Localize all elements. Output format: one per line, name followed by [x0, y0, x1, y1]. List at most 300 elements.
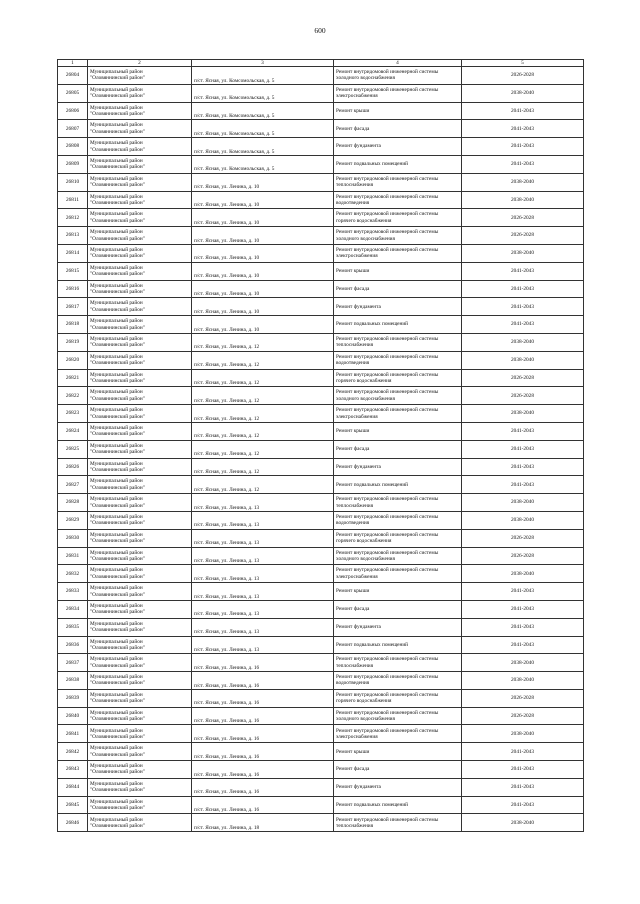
address-cell: п/ст. Ясная, ул. Ленина, д. 13 [192, 511, 334, 529]
row-number: 26822 [58, 387, 88, 405]
table-row [58, 618, 584, 636]
work-type-cell [334, 565, 462, 583]
work-type-line: водоотведения [336, 360, 370, 367]
period-cell: 2026-2028 [462, 67, 584, 85]
row-number: 26826 [58, 458, 88, 476]
table-row [58, 298, 584, 316]
work-type-line: Ремонт крыши [336, 588, 370, 595]
work-type-cell [334, 476, 462, 494]
row-number: 26837 [58, 654, 88, 672]
address-cell: п/ст. Ясная, ул. Ленина, д. 10 [192, 244, 334, 262]
row-number: 26832 [58, 565, 88, 583]
column-header: 5 [462, 60, 584, 67]
period-cell: 2041-2043 [462, 636, 584, 654]
work-type-cell [334, 672, 462, 690]
table-body [58, 67, 584, 832]
municipality-line: "Оловяннинский район" [90, 502, 145, 509]
municipality-cell [88, 565, 192, 583]
work-type-cell [334, 369, 462, 387]
work-type-line: Ремонт внутридомовой инженерной системы [336, 336, 439, 343]
address-cell: п/ст. Ясная, ул. Ленина, д. 12 [192, 351, 334, 369]
period-cell: 2038-2040 [462, 565, 584, 583]
work-type-line: горячего водоснабжения [336, 377, 392, 384]
work-type-line: холодного водоснабжения [336, 395, 395, 402]
municipality-line: Муниципальный район [90, 478, 143, 485]
period-cell: 2041-2043 [462, 422, 584, 440]
period-cell: 2026-2028 [462, 547, 584, 565]
municipality-line: "Оловяннинский район" [90, 805, 145, 812]
municipality-line: Муниципальный район [90, 567, 143, 574]
address-cell: п/ст. Ясная, ул. Ленина, д. 16 [192, 796, 334, 814]
work-type-cell [334, 262, 462, 280]
work-type-cell [334, 440, 462, 458]
table-row [58, 689, 584, 707]
municipality-line: Муниципальный район [90, 193, 143, 200]
work-type-line: холодного водоснабжения [336, 555, 395, 562]
municipality-line: "Оловяннинский район" [90, 413, 145, 420]
municipality-line: Муниципальный район [90, 603, 143, 609]
period-cell: 2038-2040 [462, 351, 584, 369]
municipality-line: "Оловяннинский район" [90, 822, 145, 829]
table-row [58, 333, 584, 351]
address-cell: п/ст. Ясная, ул. Ленина, д. 16 [192, 689, 334, 707]
work-type-line: Ремонт внутридомовой инженерной системы [336, 69, 439, 76]
row-number: 26805 [58, 84, 88, 102]
work-type-line: Ремонт фасада [336, 766, 370, 773]
period-cell: 2038-2040 [462, 654, 584, 672]
work-type-cell [334, 422, 462, 440]
row-number: 26812 [58, 209, 88, 227]
row-number: 26806 [58, 102, 88, 120]
row-number: 26831 [58, 547, 88, 565]
municipality-line: "Оловяннинский район" [90, 360, 145, 367]
period-cell: 2041-2043 [462, 600, 584, 618]
table-row [58, 440, 584, 458]
work-type-cell [334, 743, 462, 761]
row-number: 26827 [58, 476, 88, 494]
work-type-line: Ремонт внутридомовой инженерной системы [336, 709, 439, 716]
municipality-line: "Оловяннинский район" [90, 217, 145, 224]
municipality-line: "Оловяннинский район" [90, 199, 145, 206]
municipality-cell [88, 583, 192, 601]
row-number: 26833 [58, 583, 88, 601]
period-cell: 2041-2043 [462, 280, 584, 298]
municipality-cell [88, 547, 192, 565]
period-cell: 2041-2043 [462, 796, 584, 814]
municipality-cell [88, 511, 192, 529]
municipality-line: "Оловяннинский район" [90, 342, 145, 349]
period-cell: 2026-2028 [462, 689, 584, 707]
row-number: 26828 [58, 494, 88, 512]
work-type-line: Ремонт подвальных помещений [336, 481, 408, 488]
work-type-line: Ремонт внутридомовой инженерной системы [336, 567, 439, 574]
municipality-line: Муниципальный район [90, 798, 143, 805]
table-row [58, 547, 584, 565]
work-type-cell [334, 209, 462, 227]
period-cell: 2041-2043 [462, 120, 584, 138]
municipality-cell [88, 244, 192, 262]
column-header: 3 [192, 60, 334, 67]
work-type-line: Ремонт фасада [336, 125, 370, 132]
municipality-line: Муниципальный район [90, 407, 143, 414]
address-cell: п/ст. Ясная, ул. Ленина, д. 13 [192, 636, 334, 654]
municipality-line: "Оловяннинский район" [90, 182, 145, 189]
municipality-line: Муниципальный район [90, 122, 143, 129]
work-type-line: Ремонт внутридомовой инженерной системы [336, 816, 439, 823]
address-cell: п/ст. Ясная, ул. Ленина, д. 13 [192, 547, 334, 565]
work-type-line: холодного водоснабжения [336, 235, 395, 242]
row-number: 26843 [58, 761, 88, 779]
address-cell: п/ст. Ясная, ул. Ленина, д. 16 [192, 725, 334, 743]
municipality-line: "Оловяннинский район" [90, 377, 145, 384]
row-number: 26835 [58, 618, 88, 636]
period-cell: 2026-2028 [462, 707, 584, 725]
row-number: 26836 [58, 636, 88, 654]
address-cell: п/ст. Ясная, ул. Ленина, д. 12 [192, 476, 334, 494]
table-row [58, 387, 584, 405]
address-cell: п/ст. Ясная, ул. Ленина, д. 12 [192, 387, 334, 405]
work-type-cell [334, 173, 462, 191]
municipality-line: Муниципальный район [90, 442, 143, 449]
municipality-cell [88, 494, 192, 512]
table-row [58, 654, 584, 672]
municipality-line: "Оловяннинский район" [90, 680, 145, 687]
address-cell: п/ст. Ясная, ул. Ленина, д. 12 [192, 369, 334, 387]
work-type-cell [334, 583, 462, 601]
period-cell: 2038-2040 [462, 244, 584, 262]
address-cell: п/ст. Ясная, ул. Ленина, д. 12 [192, 458, 334, 476]
period-cell: 2041-2043 [462, 761, 584, 779]
row-number: 26809 [58, 155, 88, 173]
row-number: 26840 [58, 707, 88, 725]
municipality-cell [88, 707, 192, 725]
municipality-line: Муниципальный район [90, 247, 143, 254]
work-type-cell [334, 600, 462, 618]
row-number: 26817 [58, 298, 88, 316]
period-cell: 2041-2043 [462, 298, 584, 316]
period-cell: 2026-2028 [462, 227, 584, 245]
municipality-cell [88, 618, 192, 636]
municipality-line: "Оловяннинский район" [90, 573, 145, 580]
municipality-cell [88, 262, 192, 280]
work-type-line: Ремонт крыши [336, 748, 370, 755]
table-row [58, 511, 584, 529]
table-row [58, 227, 584, 245]
municipality-cell [88, 369, 192, 387]
municipality-cell [88, 84, 192, 102]
work-type-line: Ремонт внутридомовой инженерной системы [336, 371, 439, 378]
row-number: 26818 [58, 316, 88, 334]
municipality-line: "Оловяннинский район" [90, 235, 145, 242]
table-row [58, 707, 584, 725]
work-type-line: Ремонт подвальных помещений [336, 321, 408, 328]
municipality-line: Муниципальный район [90, 158, 143, 165]
municipality-line: Муниципальный район [90, 104, 143, 111]
work-type-cell [334, 227, 462, 245]
municipality-line: Муниципальный район [90, 282, 143, 289]
address-cell: п/ст. Ясная, ул. Ленина, д. 10 [192, 298, 334, 316]
work-type-line: Ремонт подвальных помещений [336, 161, 408, 168]
work-type-line: теплоснабжения [336, 502, 374, 509]
municipality-line: "Оловяннинский район" [90, 110, 145, 117]
period-cell: 2038-2040 [462, 814, 584, 832]
table-row [58, 138, 584, 156]
municipality-cell [88, 529, 192, 547]
table-row [58, 583, 584, 601]
work-type-cell [334, 547, 462, 565]
table-row [58, 761, 584, 779]
work-type-line: холодного водоснабжения [336, 716, 395, 723]
municipality-line: Муниципальный район [90, 425, 143, 432]
table-row [58, 725, 584, 743]
municipality-cell [88, 689, 192, 707]
row-number: 26821 [58, 369, 88, 387]
municipality-line: Муниципальный район [90, 638, 143, 645]
address-cell: п/ст. Ясная, ул. Ленина, д. 10 [192, 280, 334, 298]
municipality-cell [88, 102, 192, 120]
address-cell: п/ст. Ясная, ул. Ленина, д. 16 [192, 743, 334, 761]
municipality-line: Муниципальный район [90, 353, 143, 360]
address-cell: п/ст. Ясная, ул. Ленина, д. 18 [192, 814, 334, 832]
municipality-line: Муниципальный район [90, 211, 143, 218]
work-type-cell [334, 351, 462, 369]
work-type-line: Ремонт внутридомовой инженерной системы [336, 407, 439, 414]
address-cell: п/ст. Ясная, ул. Ленина, д. 13 [192, 565, 334, 583]
work-type-line: теплоснабжения [336, 182, 374, 189]
address-cell: п/ст. Ясная, ул. Ленина, д. 13 [192, 618, 334, 636]
row-number: 26825 [58, 440, 88, 458]
work-type-line: Ремонт внутридомовой инженерной системы [336, 353, 439, 360]
municipality-line: Муниципальный район [90, 389, 143, 396]
work-type-line: Ремонт фундамента [336, 784, 381, 791]
municipality-line: Муниципальный район [90, 264, 143, 271]
period-cell: 2041-2043 [462, 476, 584, 494]
period-cell: 2041-2043 [462, 618, 584, 636]
work-type-line: Ремонт внутридомовой инженерной системы [336, 175, 439, 182]
period-cell: 2038-2040 [462, 173, 584, 191]
row-number: 26815 [58, 262, 88, 280]
work-type-line: Ремонт внутридомовой инженерной системы [336, 691, 439, 698]
table-row [58, 84, 584, 102]
municipality-line: Муниципальный район [90, 727, 143, 734]
work-type-line: Ремонт внутридомовой инженерной системы [336, 229, 439, 236]
work-type-line: Ремонт фасада [336, 445, 370, 452]
work-type-cell [334, 618, 462, 636]
period-cell: 2038-2040 [462, 672, 584, 690]
work-type-cell [334, 316, 462, 334]
work-type-line: Ремонт крыши [336, 268, 370, 275]
work-type-cell [334, 138, 462, 156]
work-type-line: электроснабжения [336, 573, 378, 580]
work-type-line: Ремонт внутридомовой инженерной системы [336, 514, 439, 521]
table-row [58, 600, 584, 618]
period-cell: 2038-2040 [462, 725, 584, 743]
table-row [58, 316, 584, 334]
municipality-line: Муниципальный район [90, 549, 143, 556]
work-type-cell [334, 120, 462, 138]
work-type-cell [334, 333, 462, 351]
period-cell: 2041-2043 [462, 262, 584, 280]
table-row [58, 369, 584, 387]
work-type-cell [334, 84, 462, 102]
municipality-line: "Оловяннинский район" [90, 769, 145, 776]
period-cell: 2026-2028 [462, 529, 584, 547]
municipality-cell [88, 725, 192, 743]
work-type-line: Ремонт внутридомовой инженерной системы [336, 389, 439, 396]
row-number: 26820 [58, 351, 88, 369]
period-cell: 2041-2043 [462, 583, 584, 601]
municipality-line: "Оловяннинский район" [90, 75, 145, 82]
municipality-cell [88, 316, 192, 334]
work-type-cell [334, 458, 462, 476]
municipality-line: "Оловяннинский район" [90, 324, 145, 331]
row-number: 26838 [58, 672, 88, 690]
table-row [58, 191, 584, 209]
municipality-line: "Оловяннинский район" [90, 146, 145, 153]
address-cell: п/ст. Ясная, ул. Ленина, д. 12 [192, 422, 334, 440]
work-type-line: Ремонт крыши [336, 107, 370, 114]
municipality-line: "Оловяннинский район" [90, 698, 145, 705]
work-type-line: электроснабжения [336, 93, 378, 100]
municipality-line: Муниципальный район [90, 86, 143, 93]
work-type-cell [334, 405, 462, 423]
work-type-cell [334, 67, 462, 85]
work-type-line: Ремонт фундамента [336, 143, 381, 150]
municipality-cell [88, 120, 192, 138]
municipality-line: "Оловяннинский район" [90, 466, 145, 473]
period-cell: 2041-2043 [462, 743, 584, 761]
address-cell: п/ст. Ясная, ул. Ленина, д. 12 [192, 405, 334, 423]
municipality-cell [88, 67, 192, 85]
work-type-line: горячего водоснабжения [336, 217, 392, 224]
work-type-line: теплоснабжения [336, 822, 374, 829]
address-cell: п/ст. Ясная, ул. Ленина, д. 10 [192, 173, 334, 191]
municipality-line: Муниципальный район [90, 69, 143, 76]
work-type-cell [334, 298, 462, 316]
municipality-line: Муниципальный район [90, 496, 143, 503]
work-type-line: Ремонт внутридомовой инженерной системы [336, 247, 439, 254]
municipality-line: Муниципальный район [90, 780, 143, 787]
municipality-cell [88, 796, 192, 814]
period-cell: 2041-2043 [462, 458, 584, 476]
work-type-cell [334, 725, 462, 743]
municipality-cell [88, 672, 192, 690]
row-number: 26824 [58, 422, 88, 440]
table-row [58, 476, 584, 494]
period-cell: 2041-2043 [462, 440, 584, 458]
work-type-line: Ремонт внутридомовой инженерной системы [336, 86, 439, 93]
work-type-line: теплоснабжения [336, 342, 374, 349]
period-cell: 2038-2040 [462, 511, 584, 529]
column-header: 2 [88, 60, 192, 67]
municipality-cell [88, 333, 192, 351]
municipality-line: "Оловяннинский район" [90, 288, 145, 295]
address-cell: п/ст. Ясная, ул. Комсомольская, д. 5 [192, 67, 334, 85]
municipality-line: "Оловяннинский район" [90, 751, 145, 758]
table-row [58, 814, 584, 832]
address-cell: п/ст. Ясная, ул. Ленина, д. 16 [192, 672, 334, 690]
work-type-line: электроснабжения [336, 413, 378, 420]
municipality-line: Муниципальный район [90, 140, 143, 147]
period-cell: 2026-2028 [462, 369, 584, 387]
municipality-line: "Оловяннинский район" [90, 484, 145, 491]
address-cell: п/ст. Ясная, ул. Комсомольская, д. 5 [192, 84, 334, 102]
period-cell: 2038-2040 [462, 333, 584, 351]
work-type-cell [334, 689, 462, 707]
row-number: 26823 [58, 405, 88, 423]
municipality-cell [88, 440, 192, 458]
table-row [58, 672, 584, 690]
period-cell: 2038-2040 [462, 405, 584, 423]
row-number: 26808 [58, 138, 88, 156]
address-cell: п/ст. Ясная, ул. Ленина, д. 16 [192, 707, 334, 725]
column-header: 4 [334, 60, 462, 67]
table-header-row [58, 60, 584, 67]
table-row [58, 565, 584, 583]
municipality-cell [88, 654, 192, 672]
row-number: 26834 [58, 600, 88, 618]
municipality-line: Муниципальный район [90, 300, 143, 307]
row-number: 26841 [58, 725, 88, 743]
period-cell: 2041-2043 [462, 138, 584, 156]
period-cell: 2038-2040 [462, 191, 584, 209]
municipality-line: "Оловяннинский район" [90, 271, 145, 278]
work-type-cell [334, 280, 462, 298]
work-type-line: электроснабжения [336, 733, 378, 740]
work-type-cell [334, 778, 462, 796]
work-type-line: Ремонт внутридомовой инженерной системы [336, 549, 439, 556]
municipality-cell [88, 422, 192, 440]
municipality-line: Муниципальный район [90, 674, 143, 681]
municipality-cell [88, 778, 192, 796]
work-type-line: теплоснабжения [336, 662, 374, 669]
work-type-line: горячего водоснабжения [336, 538, 392, 545]
municipality-cell [88, 743, 192, 761]
municipality-cell [88, 351, 192, 369]
municipality-line: "Оловяннинский район" [90, 787, 145, 794]
work-type-cell [334, 102, 462, 120]
municipality-line: "Оловяннинский район" [90, 609, 145, 616]
municipality-cell [88, 387, 192, 405]
work-type-line: Ремонт внутридомовой инженерной системы [336, 496, 439, 503]
work-type-line: водоотведения [336, 199, 370, 206]
municipality-cell [88, 227, 192, 245]
work-type-cell [334, 796, 462, 814]
municipality-cell [88, 405, 192, 423]
work-type-line: Ремонт фасада [336, 606, 370, 613]
municipality-line: "Оловяннинский район" [90, 716, 145, 723]
address-cell: п/ст. Ясная, ул. Ленина, д. 10 [192, 262, 334, 280]
municipality-cell [88, 761, 192, 779]
work-type-line: Ремонт фундамента [336, 463, 381, 470]
work-type-line: холодного водоснабжения [336, 75, 395, 82]
work-type-line: Ремонт фундамента [336, 303, 381, 310]
address-cell: п/ст. Ясная, ул. Ленина, д. 10 [192, 316, 334, 334]
row-number: 26804 [58, 67, 88, 85]
work-type-line: водоотведения [336, 520, 370, 527]
column-header: 1 [58, 60, 88, 67]
table-row [58, 636, 584, 654]
municipality-line: "Оловяннинский район" [90, 538, 145, 545]
municipality-line: Муниципальный район [90, 460, 143, 467]
address-cell: п/ст. Ясная, ул. Ленина, д. 16 [192, 778, 334, 796]
municipality-cell [88, 280, 192, 298]
row-number: 26829 [58, 511, 88, 529]
municipality-cell [88, 209, 192, 227]
period-cell: 2038-2040 [462, 494, 584, 512]
municipality-cell [88, 155, 192, 173]
row-number: 26830 [58, 529, 88, 547]
